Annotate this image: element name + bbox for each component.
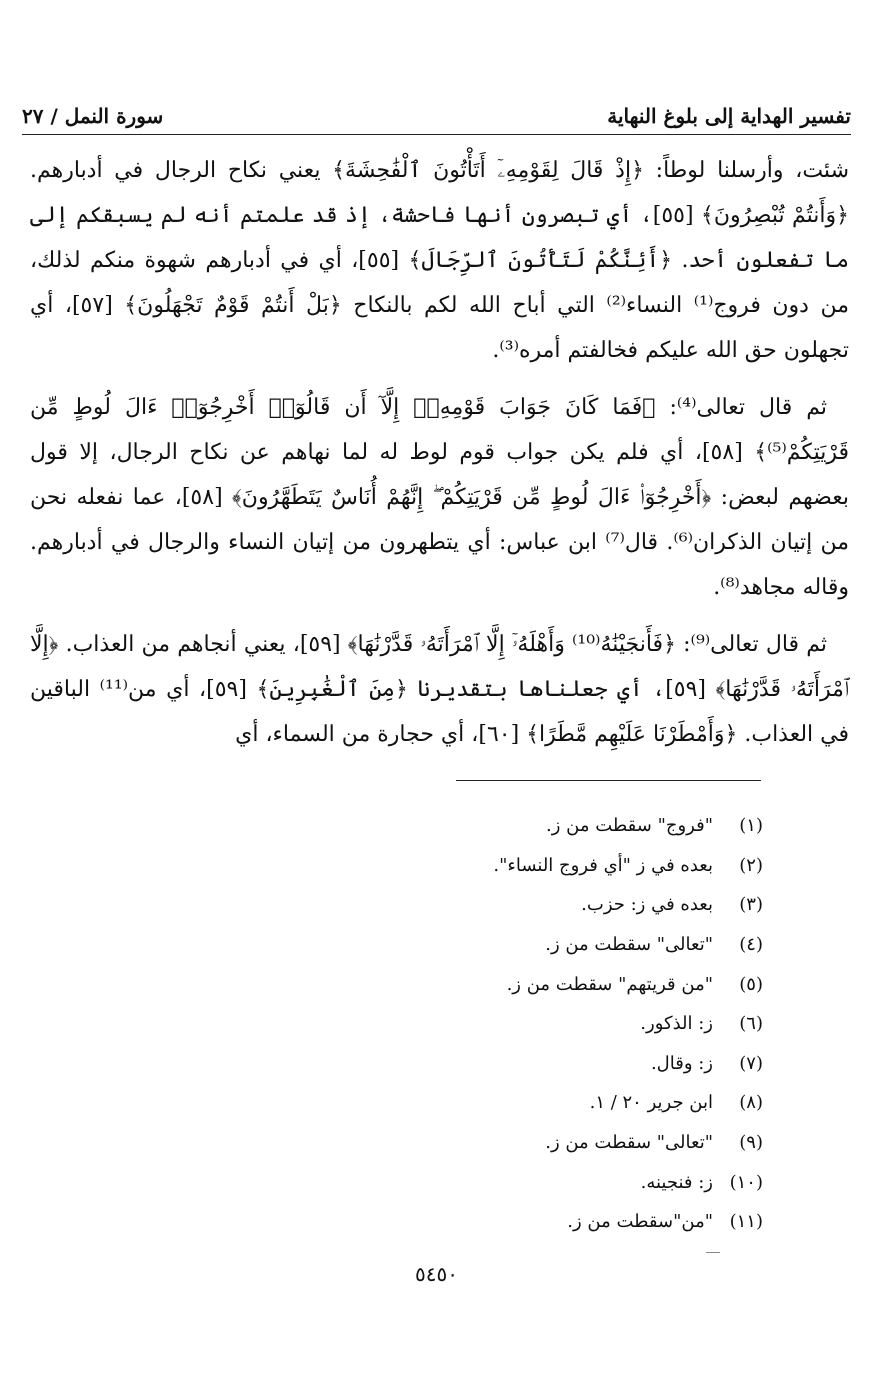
- book-title: تفسير الهداية إلى بلوغ النهاية: [607, 104, 851, 128]
- footnote-text: ز: الذكور.: [640, 1013, 713, 1035]
- paragraph-2: ثم قال تعالى⁽⁴⁾: ﴿فَمَا كَانَ جَوَابَ قَوْمِهِۦٓ إِلَّآ أَن قَالُوٓا۟ أَخْرِجُوٓا۟ ءَالَ لُوطٍ مِّن قَرْيَتِكُمْ⁽⁵⁾﴾ [٥٨]، أي فلم يكن جواب قوم لوط له لما نهاهم عن نكاح الرجال، إلا قول بعضهم لبعض: ﴿أَخْرِجُوٓا۟ ءَالَ لُوطٍ مِّن قَرْيَتِكُمْ ۖ إِنَّهُمْ أُنَاسٌ يَتَطَهَّرُونَ﴾ [٥٨]، عما نفعله نحن من إتيان الذكران⁽⁶⁾. قال⁽⁷⁾ ابن عباس: أي يتطهرون من إتيان النساء والرجال في أدبارهم. وقاله مجاهد⁽⁸⁾.: [30, 395, 849, 600]
- footnote-number: (٤): [739, 934, 763, 956]
- footnote-number: (٢): [739, 854, 763, 876]
- footnote-item: [203, 925, 763, 965]
- footnote-text: ز: وقال.: [650, 1052, 713, 1074]
- footnote-number: (٣): [739, 894, 763, 916]
- footnote-item: [203, 1123, 763, 1163]
- footnote-text: ابن جرير ٢٠ / ١.: [589, 1092, 713, 1114]
- footnote-text: "من قريتهم" سقطت من ز.: [506, 973, 713, 995]
- footnote-text: بعده في ز: حزب.: [581, 894, 713, 916]
- footnote-text: ز: فنجينه.: [640, 1171, 713, 1193]
- footnotes-list: [203, 806, 763, 1242]
- footnote-item: [203, 1044, 763, 1084]
- footnote-text: بعده في ز "أي فروج النساء".: [493, 854, 713, 876]
- footnote-number: (١): [739, 815, 763, 837]
- footnote-text: "من"سقطت من ز.: [567, 1211, 713, 1233]
- main-text: [30, 148, 849, 757]
- footnote-number: (٩): [739, 1132, 763, 1154]
- footnote-item: [203, 846, 763, 886]
- footnote-divider: [456, 780, 761, 781]
- footnote-item: [203, 1083, 763, 1123]
- footnote-number: (١٠): [729, 1171, 763, 1193]
- print-mark: [706, 1252, 720, 1253]
- footnote-number: (٨): [739, 1092, 763, 1114]
- footnote-item: [203, 806, 763, 846]
- footnote-number: (١١): [729, 1211, 763, 1233]
- running-header: [22, 88, 851, 135]
- page-number: ٥٤٥٠: [415, 1262, 458, 1286]
- footnote-text: "فروج" سقطت من ز.: [546, 815, 713, 837]
- footnote-item: [203, 1162, 763, 1202]
- footnote-text: "تعالى" سقطت من ز.: [545, 934, 713, 956]
- footnote-item: [203, 885, 763, 925]
- paragraph-3: ثم قال تعالى⁽⁹⁾: ﴿فَأَنجَيْنَٰهُ⁽¹⁰⁾ وَأَهْلَهُۥٓ إِلَّا ٱمْرَأَتَهُۥ قَدَّرْنَٰهَا﴾ [٥٩]، يعني أنجاهم من العذاب. ﴿إِلَّا ٱمْرَأَتَهُۥ قَدَّرْنَٰهَا﴾ [٥٩]، أي جعلناها بتقديرنا ﴿مِنَ ٱلْغَٰبِرِينَ﴾ [٥٩]، أي من⁽¹¹⁾ الباقين في العذاب. ﴿وَأَمْطَرْنَا عَلَيْهِم مَّطَرًا﴾ [٦٠]، أي حجارة من السماء، أي: [30, 632, 850, 747]
- footnote-number: (٥): [739, 973, 763, 995]
- paragraph-1: شئت، وأرسلنا لوطاً: ﴿إِذْ قَالَ لِقَوْمِهِۦٓ أَتَأْتُونَ ٱلْفَٰحِشَةَ﴾ يعني نكاح الرجال في أدبارهم. ﴿وَأَنتُمْ تُبْصِرُونَ﴾ [٥٥]، أي تبصرون أنها فاحشة، إذ قد علمتم أنه لم يسبقكم إلى ما تفعلون أحد. ﴿أَئِنَّكُمْ لَتَأْتُونَ ٱلرِّجَالَ﴾ [٥٥]، أي في أدبارهم شهوة منكم لذلك، من دون فروج⁽¹⁾ النساء⁽²⁾ التي أباح الله لكم بالنكاح ﴿بَلْ أَنتُمْ قَوْمٌ تَجْهَلُونَ﴾ [٥٧]، أي تجهلون حق الله عليكم فخالفتم أمره⁽³⁾.: [30, 158, 850, 363]
- footnote-text: "تعالى" سقطت من ز.: [545, 1132, 713, 1154]
- surah-label: سورة النمل / ٢٧: [22, 104, 164, 128]
- footnote-item: [203, 1004, 763, 1044]
- footnote-item: [203, 964, 763, 1004]
- footnote-item: [203, 1202, 763, 1242]
- footnote-number: (٦): [739, 1013, 763, 1035]
- footnote-number: (٧): [739, 1052, 763, 1074]
